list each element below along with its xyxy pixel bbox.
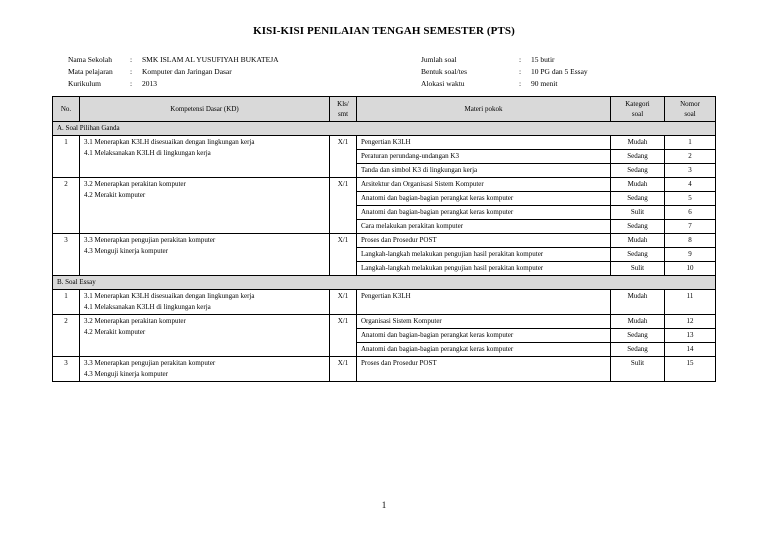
info-label: Kurikulum xyxy=(68,79,101,88)
materi-cell: Anatomi dan bagian-bagian perangkat keras komputer xyxy=(357,206,611,220)
info-value: Komputer dan Jaringan Dasar xyxy=(142,67,232,76)
table-row xyxy=(53,136,716,150)
kategori-cell: Sedang xyxy=(611,164,665,178)
nomor-cell: 3 xyxy=(665,164,716,178)
kategori-cell: Sedang xyxy=(611,150,665,164)
kd-line: 4.3 Menguji kinerja komputer xyxy=(84,370,168,378)
nomor-cell: 14 xyxy=(665,343,716,357)
table-body xyxy=(53,122,716,382)
kategori-cell: Sulit xyxy=(611,357,665,382)
info-row: Mata pelajaran : Komputer dan Jaringan Dasar xyxy=(68,67,232,76)
kd-line: 4.2 Merakit komputer xyxy=(84,191,146,199)
kd-line: 3.1 Menerapkan K3LH disesuaikan dengan lingkungan kerja xyxy=(84,138,255,146)
nomor-cell: 7 xyxy=(665,220,716,234)
nomor-cell: 10 xyxy=(665,262,716,276)
header-no: No. xyxy=(53,97,80,122)
kd-cell xyxy=(80,315,330,357)
kategori-cell: Sedang xyxy=(611,248,665,262)
info-value: 10 PG dan 5 Essay xyxy=(531,67,588,76)
materi-cell: Anatomi dan bagian-bagian perangkat keras komputer xyxy=(357,329,611,343)
kategori-cell: Mudah xyxy=(611,315,665,329)
info-row: Kurikulum : 2013 xyxy=(68,79,157,88)
row-number: 2 xyxy=(53,178,80,234)
kls-cell: X/1 xyxy=(330,178,357,234)
kls-cell: X/1 xyxy=(330,290,357,315)
section-row xyxy=(53,122,716,136)
materi-cell: Arsitektur dan Organisasi Sistem Komputer xyxy=(357,178,611,192)
kd-cell xyxy=(80,290,330,315)
materi-cell: Proses dan Prosedur POST xyxy=(357,234,611,248)
info-row: Bentuk soal/tes : 10 PG dan 5 Essay xyxy=(421,67,588,76)
kls-cell: X/1 xyxy=(330,234,357,276)
row-number: 2 xyxy=(53,315,80,357)
header-kd: Kompetensi Dasar (KD) xyxy=(80,97,330,122)
table-row xyxy=(53,357,716,382)
materi-cell: Organisasi Sistem Komputer xyxy=(357,315,611,329)
nomor-cell: 13 xyxy=(665,329,716,343)
kategori-cell: Sedang xyxy=(611,343,665,357)
page-number: 1 xyxy=(381,500,387,510)
kd-cell xyxy=(80,178,330,234)
info-value: 2013 xyxy=(142,79,157,88)
info-row: Alokasi waktu : 90 menit xyxy=(421,79,558,88)
nomor-cell: 8 xyxy=(665,234,716,248)
kd-line: 4.1 Melaksanakan K3LH di lingkungan kerja xyxy=(84,303,211,311)
info-row: Nama Sekolah : SMK ISLAM AL YUSUFIYAH BUKATEJA xyxy=(68,55,279,64)
materi-cell: Peraturan perundang-undangan K3 xyxy=(357,150,611,164)
info-label: Mata pelajaran xyxy=(68,67,113,76)
info-label: Bentuk soal/tes xyxy=(421,67,468,76)
materi-cell: Pengertian K3LH xyxy=(357,290,611,315)
materi-cell: Langkah-langkah melakukan pengujian hasil perakitan komputer xyxy=(357,248,611,262)
kd-line: 3.2 Menerapkan perakitan komputer xyxy=(84,317,186,325)
header-kls: Kls/ smt xyxy=(330,97,357,122)
row-number: 3 xyxy=(53,357,80,382)
materi-cell: Langkah-langkah melakukan pengujian hasil perakitan komputer xyxy=(357,262,611,276)
materi-cell: Anatomi dan bagian-bagian perangkat keras komputer xyxy=(357,192,611,206)
nomor-cell: 6 xyxy=(665,206,716,220)
nomor-cell: 15 xyxy=(665,357,716,382)
kls-cell: X/1 xyxy=(330,136,357,178)
kd-cell xyxy=(80,136,330,178)
kd-cell xyxy=(80,357,330,382)
nomor-cell: 11 xyxy=(665,290,716,315)
table-row xyxy=(53,290,716,315)
row-number: 1 xyxy=(53,136,80,178)
nomor-cell: 12 xyxy=(665,315,716,329)
info-label: Nama Sekolah xyxy=(68,55,112,64)
kategori-cell: Sedang xyxy=(611,329,665,343)
header-materi: Materi pokok xyxy=(357,97,611,122)
materi-cell: Cara melakukan perakitan komputer xyxy=(357,220,611,234)
materi-cell: Pengertian K3LH xyxy=(357,136,611,150)
info-value: 15 butir xyxy=(531,55,555,64)
exam-info xyxy=(421,54,588,90)
kategori-cell: Sedang xyxy=(611,220,665,234)
kategori-cell: Sulit xyxy=(611,262,665,276)
kd-line: 4.2 Merakit komputer xyxy=(84,328,146,336)
kd-line: 3.3 Menerapkan pengujian perakitan komputer xyxy=(84,359,216,367)
info-label: Jumlah soal xyxy=(421,55,457,64)
header-kategori: Kategori soal xyxy=(611,97,665,122)
table-row xyxy=(53,234,716,248)
table-row xyxy=(53,315,716,329)
kategori-cell: Sulit xyxy=(611,206,665,220)
document-title: KISI-KISI PENILAIAN TENGAH SEMESTER (PTS) xyxy=(253,25,515,37)
kategori-cell: Mudah xyxy=(611,136,665,150)
kd-cell xyxy=(80,234,330,276)
kd-line: 3.1 Menerapkan K3LH disesuaikan dengan lingkungan kerja xyxy=(84,292,255,300)
kategori-cell: Mudah xyxy=(611,290,665,315)
materi-cell: Proses dan Prosedur POST xyxy=(357,357,611,382)
section-label: A. Soal Pilihan Ganda xyxy=(53,122,716,136)
nomor-cell: 9 xyxy=(665,248,716,262)
header-nomor: Nomor soal xyxy=(665,97,716,122)
kls-cell: X/1 xyxy=(330,315,357,357)
materi-cell: Tanda dan simbol K3 di lingkungan kerja xyxy=(357,164,611,178)
kd-line: 3.3 Menerapkan pengujian perakitan komputer xyxy=(84,236,216,244)
kd-line: 3.2 Menerapkan perakitan komputer xyxy=(84,180,186,188)
nomor-cell: 5 xyxy=(665,192,716,206)
table-row xyxy=(53,178,716,192)
row-number: 1 xyxy=(53,290,80,315)
nomor-cell: 4 xyxy=(665,178,716,192)
section-row xyxy=(53,276,716,290)
kategori-cell: Mudah xyxy=(611,234,665,248)
info-value: 90 menit xyxy=(531,79,558,88)
kls-cell: X/1 xyxy=(330,357,357,382)
nomor-cell: 2 xyxy=(665,150,716,164)
kategori-cell: Mudah xyxy=(611,178,665,192)
info-value: SMK ISLAM AL YUSUFIYAH BUKATEJA xyxy=(142,55,279,64)
kd-line: 4.3 Menguji kinerja komputer xyxy=(84,247,168,255)
kisi-kisi-table xyxy=(52,96,716,382)
kategori-cell: Sedang xyxy=(611,192,665,206)
row-number: 3 xyxy=(53,234,80,276)
kd-line: 4.1 Melaksanakan K3LH di lingkungan kerja xyxy=(84,149,211,157)
nomor-cell: 1 xyxy=(665,136,716,150)
info-row: Jumlah soal : 15 butir xyxy=(421,55,555,64)
materi-cell: Anatomi dan bagian-bagian perangkat keras komputer xyxy=(357,343,611,357)
school-info xyxy=(68,54,279,90)
table-header-row xyxy=(53,97,716,122)
section-label: B. Soal Essay xyxy=(53,276,716,290)
info-label: Alokasi waktu xyxy=(421,79,465,88)
